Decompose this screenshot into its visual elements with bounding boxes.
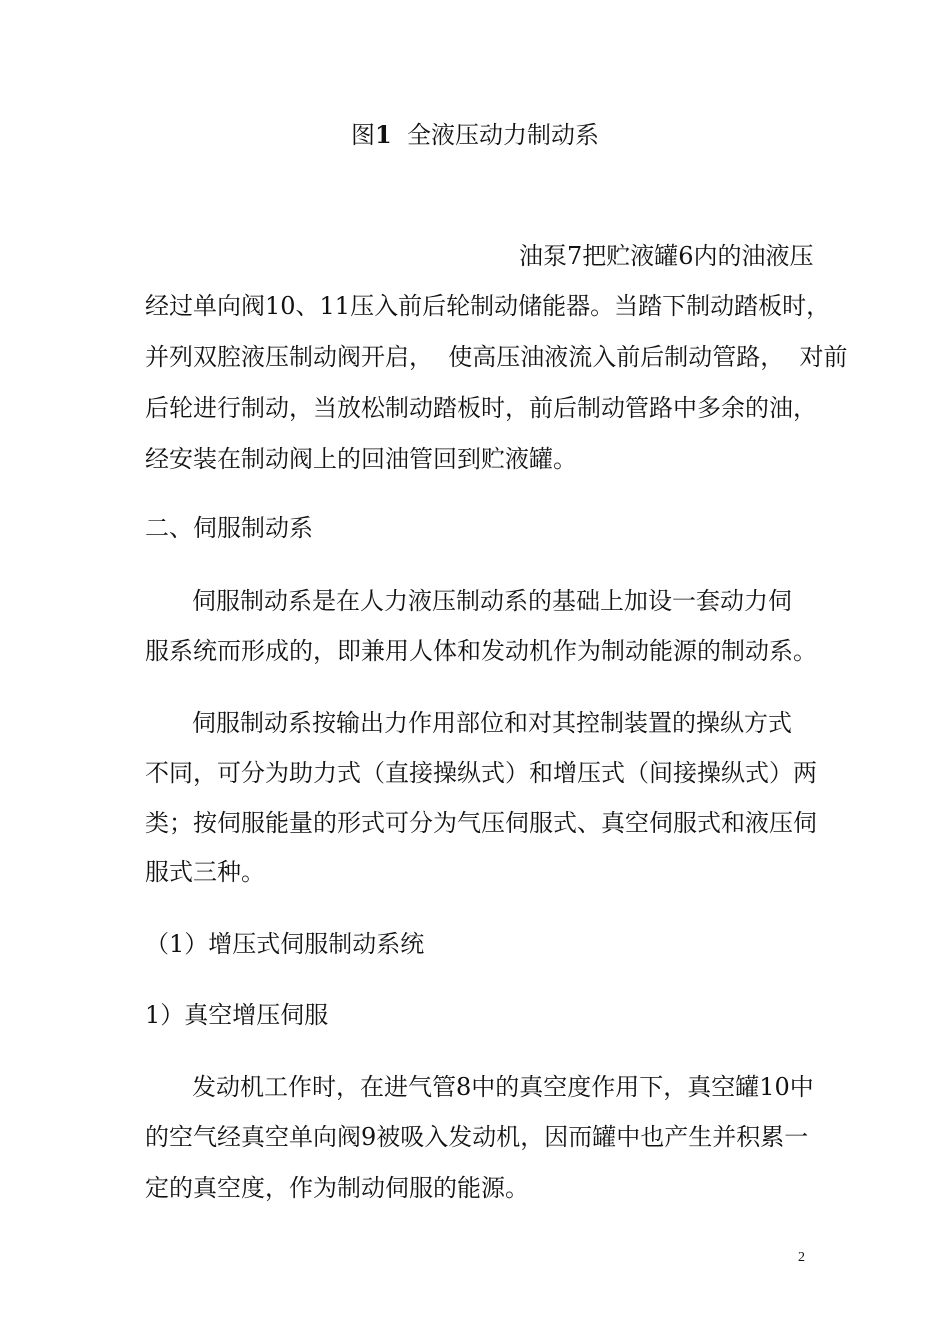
subsection-heading-booster: （1）增压式伺服制动系统: [145, 930, 425, 958]
text-line: 后轮进行制动，当放松制动踏板时，前后制动管路中多余的油，: [145, 394, 817, 422]
text-line: 定的真空度，作为制动伺服的能源。: [145, 1174, 529, 1202]
text-line: 经过单向阀10、11压入前后轮制动储能器。当踏下制动踏板时，: [145, 292, 831, 320]
page-number: 2: [798, 1250, 805, 1265]
figure-prefix: 图: [351, 121, 376, 149]
text-line: 经安装在制动阀上的回油管回到贮液罐。: [145, 445, 577, 473]
text-line: 并列双腔液压制动阀开启， 使高压油液流入前后制动管路， 对前: [145, 343, 848, 371]
text-line: 伺服制动系是在人力液压制动系的基础上加设一套动力伺: [192, 587, 792, 615]
text-line: 服式三种。: [145, 858, 265, 886]
text-line: 的空气经真空单向阀9被吸入发动机，因而罐中也产生并积累一: [145, 1123, 809, 1151]
text-line: 发动机工作时，在进气管8中的真空度作用下，真空罐10中: [192, 1073, 814, 1101]
text-line: 油泵7把贮液罐6内的油液压: [519, 242, 814, 270]
subsection-heading-vacuum: 1）真空增压伺服: [145, 1001, 329, 1029]
figure-title: 全液压动力制动系: [406, 121, 599, 149]
text-line: 不同，可分为助力式（直接操纵式）和增压式（间接操纵式）两: [145, 759, 817, 787]
section-heading-servo: 二、伺服制动系: [145, 514, 313, 542]
text-line: 服系统而形成的，即兼用人体和发动机作为制动能源的制动系。: [145, 637, 817, 665]
text-line: 类；按伺服能量的形式可分为气压伺服式、真空伺服式和液压伺: [145, 809, 817, 837]
figure-caption: [0, 120, 950, 150]
text-line: 伺服制动系按输出力作用部位和对其控制装置的操纵方式: [192, 709, 792, 737]
figure-number: 1: [375, 120, 392, 149]
